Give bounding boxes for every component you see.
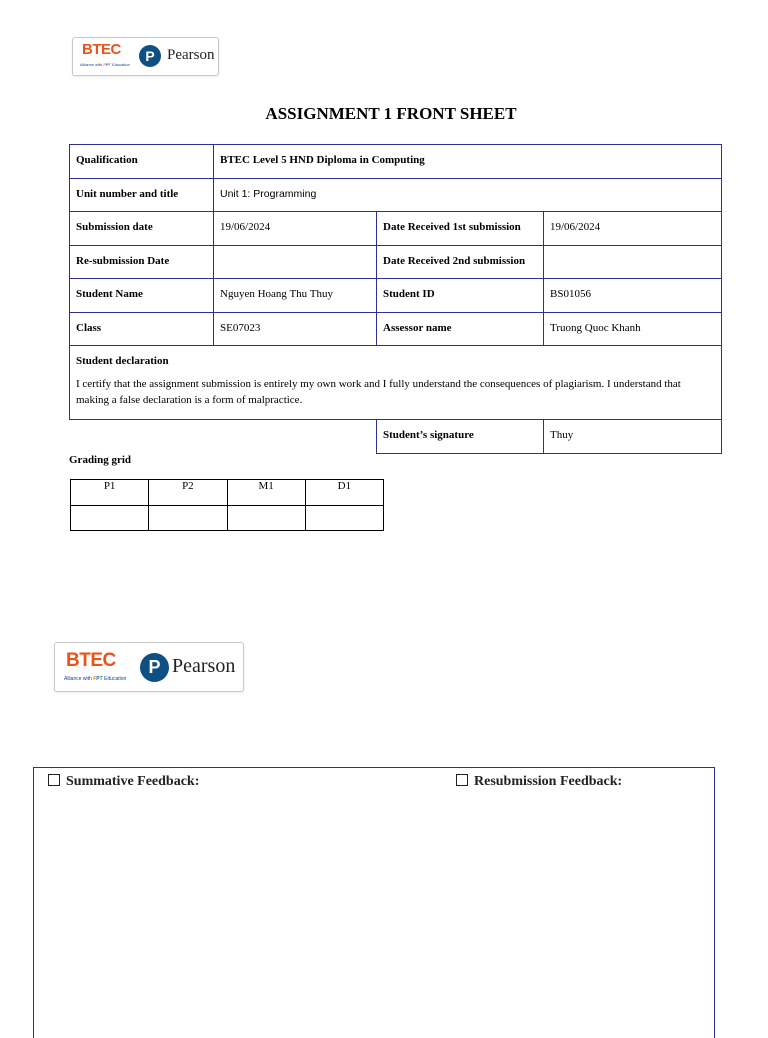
table-row [70,245,722,279]
table-row [71,480,384,506]
summative-feedback [48,774,199,790]
grade-cell-d1 [305,506,383,531]
feedback-box [33,767,715,1038]
resubmission-date-label: Re-submission Date [70,245,214,279]
front-sheet-table [69,144,722,454]
resubmission-feedback [456,774,622,790]
checkbox-icon[interactable] [456,774,468,786]
btec-pearson-logo [54,642,244,692]
summative-feedback-label: Summative Feedback: [66,774,200,789]
signature-value: Thuy [544,420,722,454]
class-label: Class [70,312,214,346]
pearson-icon: P [140,653,169,682]
received-1st-value: 19/06/2024 [544,212,722,246]
received-2nd-label: Date Received 2nd submission [377,245,544,279]
pearson-logo-text: Pearson [167,47,215,63]
received-1st-label: Date Received 1st submission [377,212,544,246]
signature-label: Student’s signature [377,420,544,454]
btec-logo-text: BTEC [66,650,116,671]
table-row [70,279,722,313]
unit-value: Unit 1: Programming [214,178,722,212]
checkbox-icon[interactable] [48,774,60,786]
student-id-label: Student ID [377,279,544,313]
received-2nd-value [544,245,722,279]
table-row [70,145,722,179]
grade-cell-m1 [227,506,305,531]
grading-grid-table [70,479,384,531]
table-row [70,346,722,420]
btec-logo-text: BTEC [82,41,121,58]
resubmission-feedback-label: Resubmission Feedback: [474,774,623,789]
student-id-value: BS01056 [544,279,722,313]
declaration-label: Student declaration [76,355,169,367]
empty-cell [70,420,377,454]
qualification-label: Qualification [70,145,214,179]
grade-header-d1: D1 [305,480,383,506]
student-name-label: Student Name [70,279,214,313]
fpt-logo: FPT [93,676,103,682]
pearson-logo-text: Pearson [172,655,236,677]
grade-header-m1: M1 [227,480,305,506]
table-row [70,212,722,246]
declaration-text: I certify that the assignment submission is entirely my own work and I fully understand the consequences of plagiarism. I understand that making a false declaration is a form of malpractice. [76,378,681,406]
submission-date-value: 19/06/2024 [214,212,377,246]
assessor-value: Truong Quoc Khanh [544,312,722,346]
student-name-value: Nguyen Hoang Thu Thuy [214,279,377,313]
table-row [70,312,722,346]
grading-grid-label: Grading grid [69,454,132,466]
table-row [70,420,722,454]
table-row [70,178,722,212]
page-title: ASSIGNMENT 1 FRONT SHEET [265,104,517,123]
btec-alliance-text: Alliance with FPT Education [80,62,130,67]
grade-header-p2: P2 [149,480,227,506]
resubmission-date-value [214,245,377,279]
btec-pearson-logo [72,37,219,76]
grade-cell-p2 [149,506,227,531]
table-row [71,506,384,531]
submission-date-label: Submission date [70,212,214,246]
grade-header-p1: P1 [71,480,149,506]
student-declaration [70,346,722,420]
qualification-value: BTEC Level 5 HND Diploma in Computing [214,145,722,179]
class-value: SE07023 [214,312,377,346]
assessor-label: Assessor name [377,312,544,346]
fpt-logo: FPT [103,62,111,67]
unit-label: Unit number and title [70,178,214,212]
btec-alliance-text: Alliance with FPT Education [64,676,127,682]
grade-cell-p1 [71,506,149,531]
pearson-icon: P [139,45,161,67]
